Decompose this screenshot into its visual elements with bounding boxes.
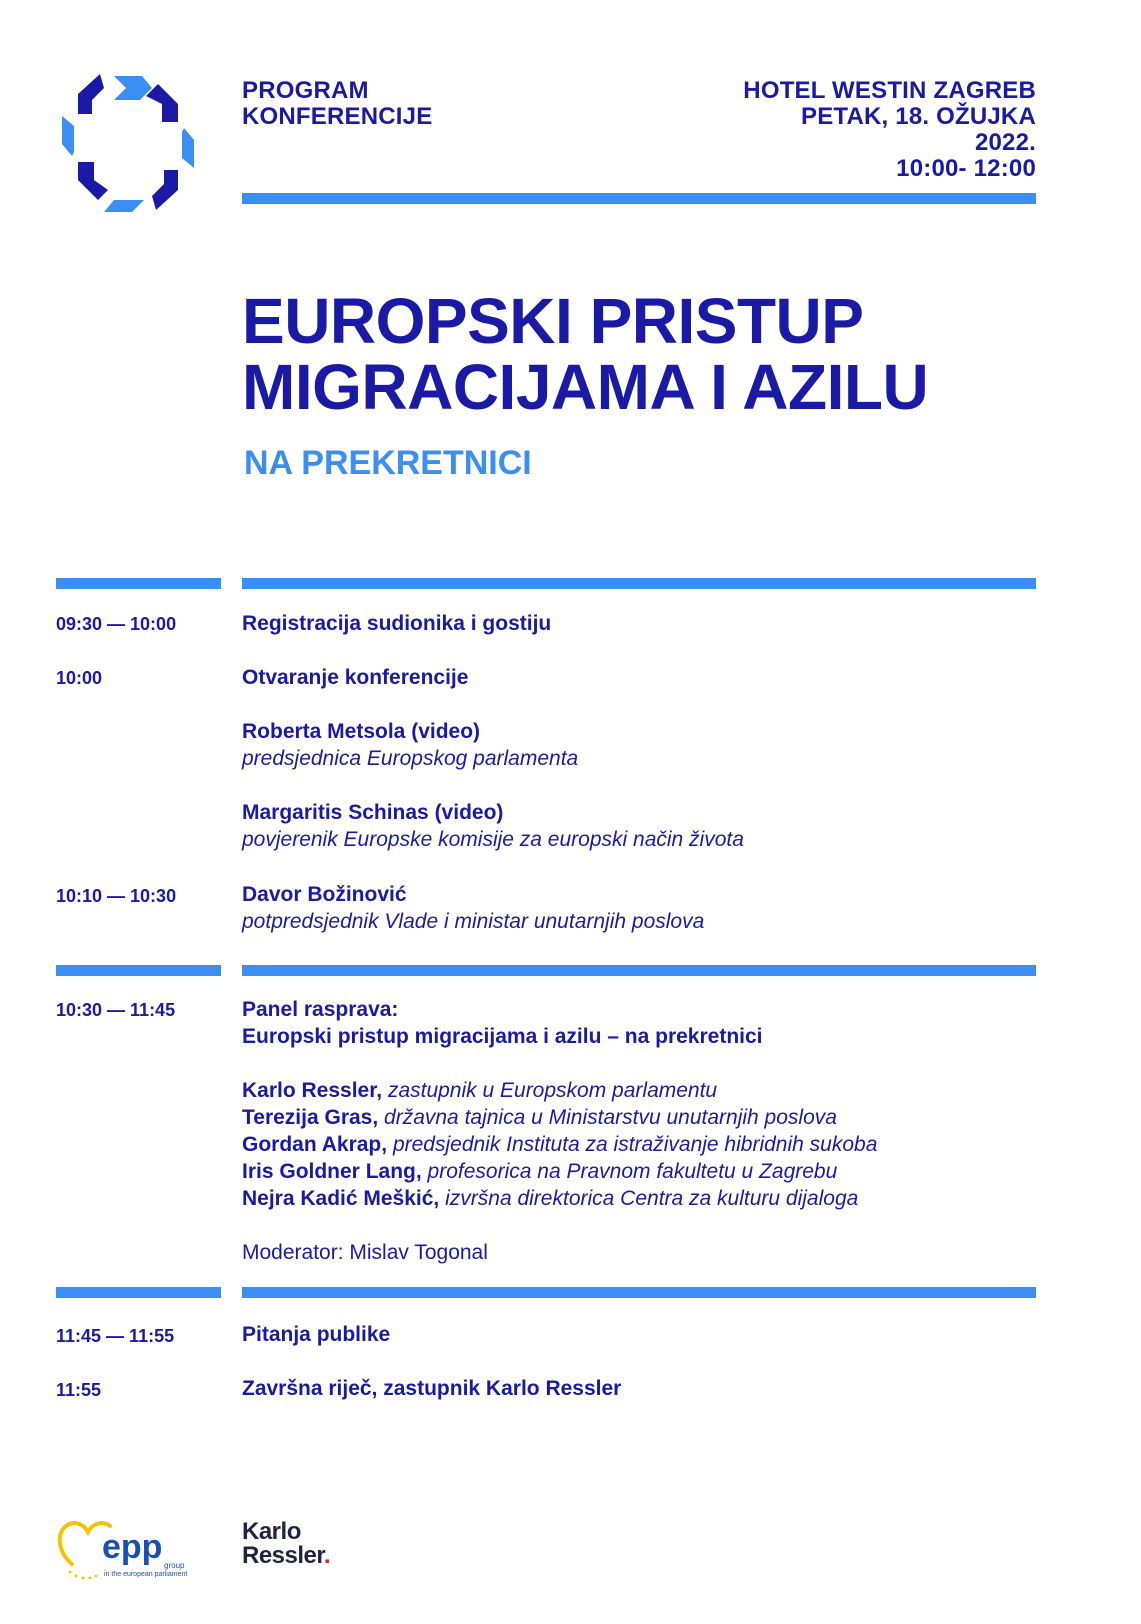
panelist-name: Iris Goldner Lang,	[242, 1160, 422, 1183]
time-column-divider	[56, 1287, 221, 1298]
kr-line2-wrap	[242, 1544, 330, 1568]
program-label-line1: PROGRAM	[242, 77, 369, 104]
panelist-role: profesorica na Pravnom fakultetu u Zagrebu	[427, 1160, 838, 1183]
schedule-time: 10:30 — 11:45	[56, 1000, 176, 1020]
speaker-name: Roberta Metsola (video)	[242, 720, 481, 743]
schedule-time: 10:00	[56, 668, 103, 688]
date: PETAK, 18. OŽUJKA	[801, 103, 1036, 130]
kr-line1: Karlo	[242, 1518, 301, 1545]
schedule-time: 11:45 — 11:55	[56, 1326, 175, 1346]
content-column-divider	[242, 578, 1036, 589]
title-line2: MIGRACIJAMA I AZILU	[242, 351, 929, 423]
content-column-divider	[242, 965, 1036, 976]
schedule-item-title: Pitanja publike	[242, 1323, 391, 1346]
moderator: Moderator: Mislav Togonal	[242, 1241, 488, 1264]
speaker-role: povjerenik Europske komisije za europski način života	[242, 828, 744, 851]
venue: HOTEL WESTIN ZAGREB	[743, 77, 1036, 104]
conference-logo-icon	[52, 66, 204, 218]
speaker-role: potpredsjednik Vlade i ministar unutarnjih poslova	[242, 910, 705, 933]
time-range: 10:00- 12:00	[896, 155, 1036, 182]
panelist	[242, 1158, 837, 1185]
panelist-name: Gordan Akrap,	[242, 1133, 388, 1156]
page-subtitle: NA PREKRETNICI	[244, 444, 532, 482]
schedule-item-title: Registracija sudionika i gostiju	[242, 612, 552, 635]
venue-date-block	[743, 78, 1036, 182]
speaker-name: Margaritis Schinas (video)	[242, 801, 504, 824]
schedule-item-subtitle: Europski pristup migracijama i azilu – na prekretnici	[242, 1025, 763, 1048]
title-line1: EUROPSKI PRISTUP	[242, 285, 864, 357]
epp-wordmark: epp	[102, 1528, 163, 1566]
year: 2022.	[974, 129, 1036, 156]
kr-line2: Ressler	[242, 1542, 324, 1569]
page-title	[242, 285, 929, 423]
header-divider	[242, 193, 1036, 204]
time-column-divider	[56, 578, 221, 589]
panelist	[242, 1131, 877, 1158]
schedule-time: 10:10 — 10:30	[56, 886, 177, 906]
panelist-role: izvršna direktorica Centra za kulturu dijaloga	[445, 1187, 859, 1210]
program-label	[242, 78, 432, 130]
epp-group-logo-icon	[52, 1512, 192, 1582]
panelist	[242, 1185, 858, 1212]
kr-dot: .	[323, 1542, 331, 1569]
karlo-ressler-logo	[242, 1520, 330, 1568]
panelist-role: predsjednik Instituta za istraživanje hibridnih sukoba	[392, 1133, 878, 1156]
schedule-item-title: Završna riječ, zastupnik Karlo Ressler	[242, 1377, 622, 1400]
program-label-line2: KONFERENCIJE	[242, 103, 433, 130]
panelist-name: Terezija Gras,	[242, 1106, 379, 1129]
speaker-name: Davor Božinović	[242, 883, 407, 906]
schedule-item-title: Otvaranje konferencije	[242, 666, 469, 689]
panelist	[242, 1104, 837, 1131]
schedule-time: 09:30 — 10:00	[56, 614, 177, 634]
speaker-role: predsjednica Europskog parlamenta	[242, 747, 579, 770]
content-column-divider	[242, 1287, 1036, 1298]
schedule-time: 11:55	[56, 1380, 102, 1400]
panelist-role: državna tajnica u Ministarstvu unutarnjih poslova	[384, 1106, 837, 1129]
panelist-name: Nejra Kadić Meškić,	[242, 1187, 440, 1210]
epp-subtitle: in the european parliament	[104, 1571, 188, 1578]
time-column-divider	[56, 965, 221, 976]
epp-group-text: group	[164, 1561, 185, 1570]
panelist	[242, 1077, 717, 1104]
panelist-role: zastupnik u Europskom parlamentu	[387, 1079, 718, 1102]
panelist-name: Karlo Ressler,	[242, 1079, 383, 1102]
schedule-item-title: Panel rasprava:	[242, 998, 399, 1021]
